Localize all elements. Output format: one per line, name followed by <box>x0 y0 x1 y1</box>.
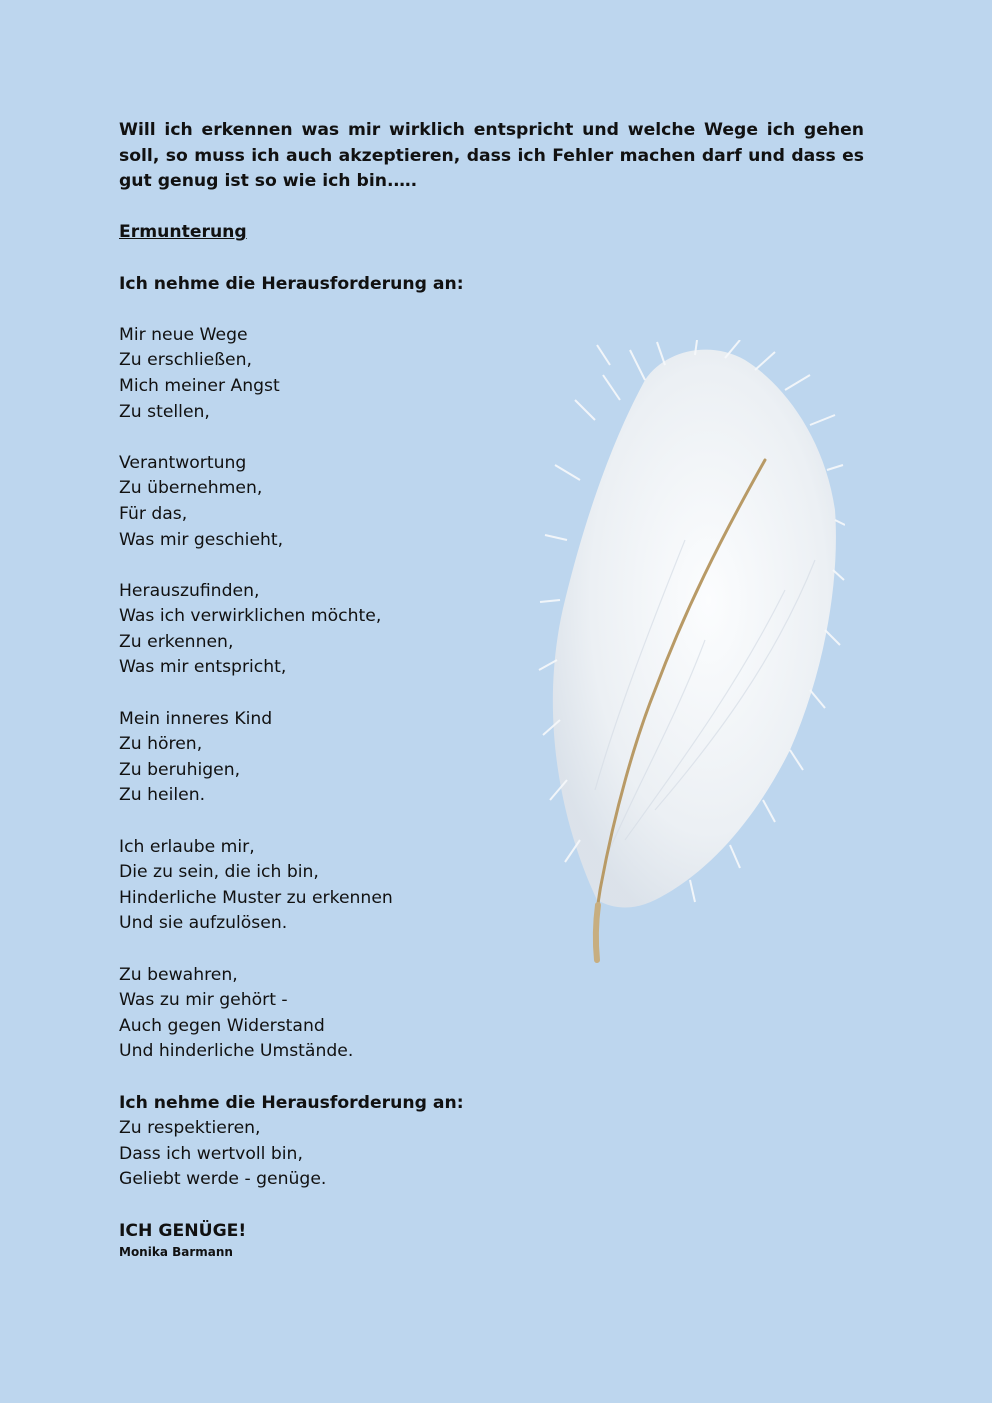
verse-line: Ich erlaube mir, <box>119 836 255 857</box>
verse-line: Zu beruhigen, <box>119 759 241 780</box>
verse-line: Dass ich wertvoll bin, <box>119 1143 303 1164</box>
verse-line: Die zu sein, die ich bin, <box>119 862 319 883</box>
challenge-line-repeat: Ich nehme die Herausforderung an: <box>119 1092 464 1113</box>
author-name: Monika Barmann <box>119 1245 233 1260</box>
verse-line: Und sie aufzulösen. <box>119 913 288 934</box>
feather-vane <box>553 350 836 908</box>
closing-statement: ICH GENÜGE! <box>119 1220 247 1241</box>
verse-line: Verantwortung <box>119 452 247 473</box>
verse-line: Zu heilen. <box>119 785 206 806</box>
verse-line: Zu stellen, <box>119 401 210 422</box>
verse-line: Was mir entspricht, <box>119 657 287 678</box>
challenge-line: Ich nehme die Herausforderung an: <box>119 273 464 294</box>
verse-line: Zu erkennen, <box>119 631 234 652</box>
feather-illustration <box>535 340 845 965</box>
verse-line: Und hinderliche Umstände. <box>119 1041 354 1062</box>
verse-line: Für das, <box>119 503 188 524</box>
verse-line: Geliebt werde - genüge. <box>119 1169 327 1190</box>
poem-title: Ermunterung <box>119 222 247 243</box>
verse-line: Zu erschließen, <box>119 350 252 371</box>
verse-line: Was ich verwirklichen möchte, <box>119 606 382 627</box>
verse-line: Was zu mir gehört - <box>119 990 288 1011</box>
verse-line: Zu hören, <box>119 734 203 755</box>
verse-line: Was mir geschieht, <box>119 529 284 550</box>
verse-line: Zu respektieren, <box>119 1118 261 1139</box>
stanza-6 <box>119 963 879 1065</box>
verse-line: Auch gegen Widerstand <box>119 1015 325 1036</box>
verse-line: Hinderliche Muster zu erkennen <box>119 887 393 908</box>
verse-line: Mein inneres Kind <box>119 708 273 729</box>
verse-line: Zu bewahren, <box>119 964 238 985</box>
verse-line: Herauszufinden, <box>119 580 260 601</box>
verse-line: Zu übernehmen, <box>119 478 263 499</box>
verse-line: Mich meiner Angst <box>119 375 280 396</box>
intro-paragraph: Will ich erkennen was mir wirklich entspricht und welche Wege ich gehen soll, so muss ich auch akzeptieren, dass ich Fehler machen darf und dass es gut genug ist so wie ich bin.…. <box>119 120 864 192</box>
final-stanza <box>119 1116 879 1193</box>
verse-line: Mir neue Wege <box>119 324 248 345</box>
